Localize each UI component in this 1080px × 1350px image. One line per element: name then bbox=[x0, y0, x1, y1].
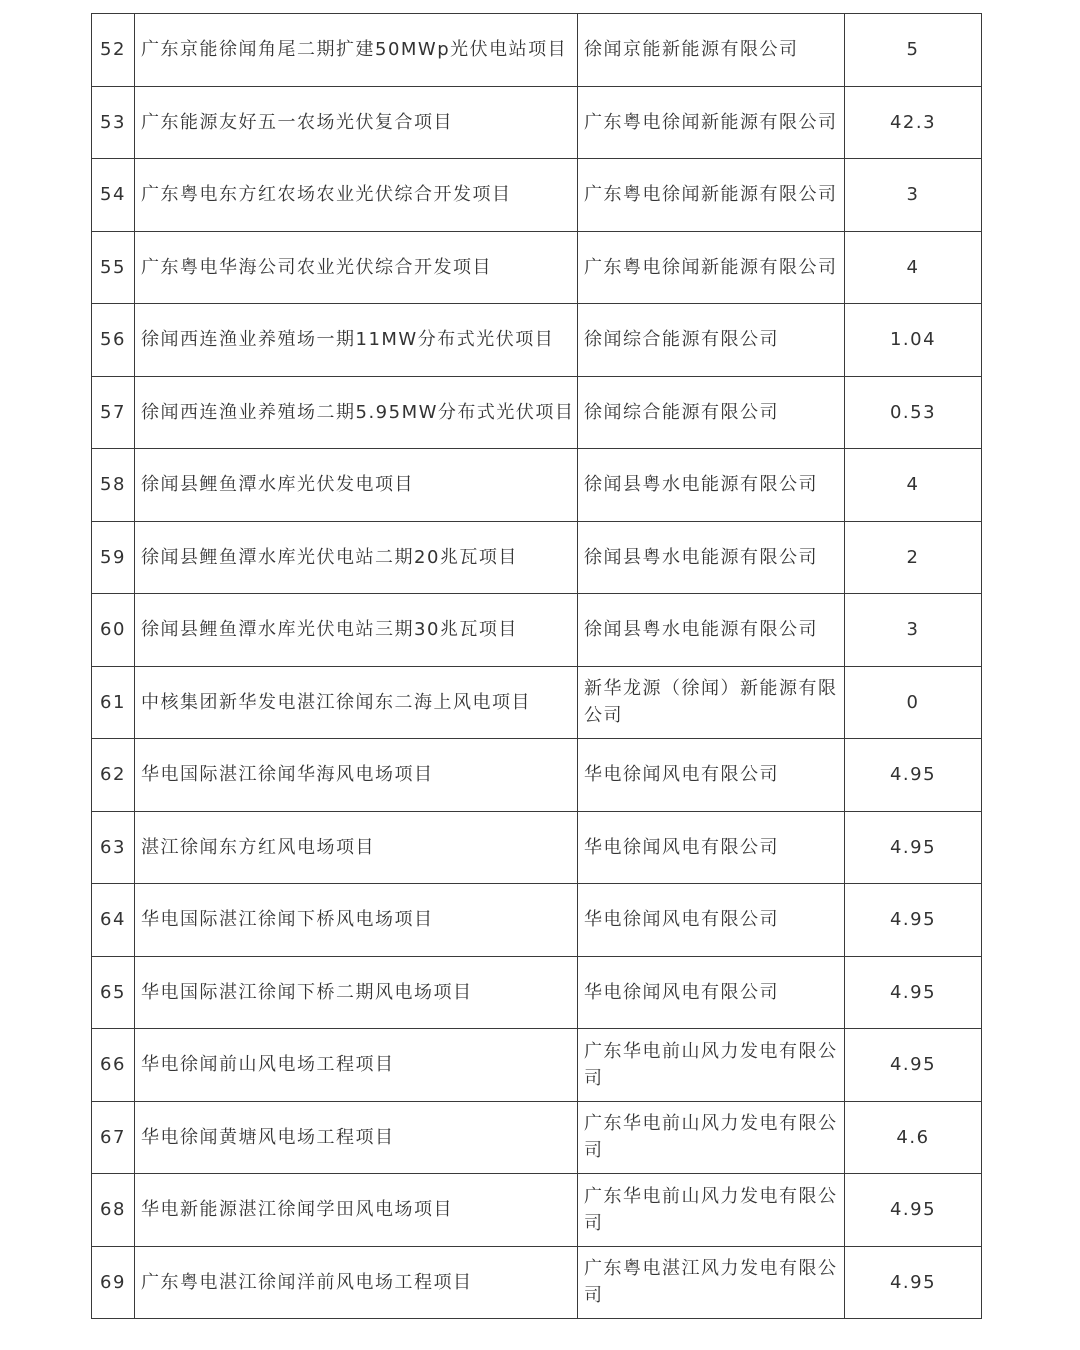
value-cell: 4.95 bbox=[845, 1029, 982, 1102]
project-table-body bbox=[92, 14, 982, 1319]
value-cell: 4.6 bbox=[845, 1101, 982, 1174]
company-name-cell: 华电徐闻风电有限公司 bbox=[578, 739, 845, 812]
row-number-cell: 62 bbox=[92, 739, 135, 812]
table-row bbox=[92, 884, 982, 957]
table-row bbox=[92, 594, 982, 667]
company-name-cell: 徐闻综合能源有限公司 bbox=[578, 376, 845, 449]
project-name-cell: 华电新能源湛江徐闻学田风电场项目 bbox=[135, 1174, 578, 1247]
table-row bbox=[92, 1246, 982, 1319]
table-row bbox=[92, 231, 982, 304]
value-cell: 4.95 bbox=[845, 811, 982, 884]
row-number-cell: 61 bbox=[92, 666, 135, 739]
project-name-cell: 徐闻西连渔业养殖场一期11MW分布式光伏项目 bbox=[135, 304, 578, 377]
value-cell: 1.04 bbox=[845, 304, 982, 377]
table-row bbox=[92, 1101, 982, 1174]
table-row bbox=[92, 1174, 982, 1247]
row-number-cell: 66 bbox=[92, 1029, 135, 1102]
row-number-cell: 53 bbox=[92, 86, 135, 159]
value-cell: 4.95 bbox=[845, 1246, 982, 1319]
company-name-cell: 广东华电前山风力发电有限公司 bbox=[578, 1101, 845, 1174]
row-number-cell: 56 bbox=[92, 304, 135, 377]
table-row bbox=[92, 449, 982, 522]
row-number-cell: 68 bbox=[92, 1174, 135, 1247]
project-name-cell: 广东粤电东方红农场农业光伏综合开发项目 bbox=[135, 159, 578, 232]
project-name-cell: 徐闻县鲤鱼潭水库光伏发电项目 bbox=[135, 449, 578, 522]
table-row bbox=[92, 811, 982, 884]
project-name-cell: 华电国际湛江徐闻下桥二期风电场项目 bbox=[135, 956, 578, 1029]
project-name-cell: 徐闻县鲤鱼潭水库光伏电站三期30兆瓦项目 bbox=[135, 594, 578, 667]
company-name-cell: 广东粤电湛江风力发电有限公司 bbox=[578, 1246, 845, 1319]
project-name-cell: 华电徐闻黄塘风电场工程项目 bbox=[135, 1101, 578, 1174]
table-row bbox=[92, 956, 982, 1029]
company-name-cell: 华电徐闻风电有限公司 bbox=[578, 811, 845, 884]
value-cell: 4.95 bbox=[845, 884, 982, 957]
company-name-cell: 徐闻县粤水电能源有限公司 bbox=[578, 449, 845, 522]
table-row bbox=[92, 86, 982, 159]
value-cell: 4 bbox=[845, 449, 982, 522]
project-name-cell: 徐闻西连渔业养殖场二期5.95MW分布式光伏项目 bbox=[135, 376, 578, 449]
value-cell: 4.95 bbox=[845, 956, 982, 1029]
company-name-cell: 华电徐闻风电有限公司 bbox=[578, 956, 845, 1029]
value-cell: 42.3 bbox=[845, 86, 982, 159]
row-number-cell: 63 bbox=[92, 811, 135, 884]
row-number-cell: 59 bbox=[92, 521, 135, 594]
value-cell: 5 bbox=[845, 14, 982, 87]
company-name-cell: 广东华电前山风力发电有限公司 bbox=[578, 1174, 845, 1247]
table-row bbox=[92, 14, 982, 87]
row-number-cell: 52 bbox=[92, 14, 135, 87]
row-number-cell: 54 bbox=[92, 159, 135, 232]
row-number-cell: 58 bbox=[92, 449, 135, 522]
value-cell: 2 bbox=[845, 521, 982, 594]
table-row bbox=[92, 739, 982, 812]
project-name-cell: 广东粤电华海公司农业光伏综合开发项目 bbox=[135, 231, 578, 304]
company-name-cell: 徐闻县粤水电能源有限公司 bbox=[578, 521, 845, 594]
project-name-cell: 中核集团新华发电湛江徐闻东二海上风电项目 bbox=[135, 666, 578, 739]
table-row bbox=[92, 521, 982, 594]
row-number-cell: 64 bbox=[92, 884, 135, 957]
project-table bbox=[91, 13, 982, 1319]
row-number-cell: 69 bbox=[92, 1246, 135, 1319]
value-cell: 3 bbox=[845, 594, 982, 667]
project-name-cell: 广东京能徐闻角尾二期扩建50MWp光伏电站项目 bbox=[135, 14, 578, 87]
company-name-cell: 广东华电前山风力发电有限公司 bbox=[578, 1029, 845, 1102]
table-row bbox=[92, 304, 982, 377]
company-name-cell: 广东粤电徐闻新能源有限公司 bbox=[578, 159, 845, 232]
project-name-cell: 徐闻县鲤鱼潭水库光伏电站二期20兆瓦项目 bbox=[135, 521, 578, 594]
row-number-cell: 57 bbox=[92, 376, 135, 449]
company-name-cell: 新华龙源（徐闻）新能源有限公司 bbox=[578, 666, 845, 739]
value-cell: 0 bbox=[845, 666, 982, 739]
row-number-cell: 55 bbox=[92, 231, 135, 304]
company-name-cell: 华电徐闻风电有限公司 bbox=[578, 884, 845, 957]
company-name-cell: 徐闻综合能源有限公司 bbox=[578, 304, 845, 377]
project-name-cell: 湛江徐闻东方红风电场项目 bbox=[135, 811, 578, 884]
project-name-cell: 华电徐闻前山风电场工程项目 bbox=[135, 1029, 578, 1102]
company-name-cell: 广东粤电徐闻新能源有限公司 bbox=[578, 86, 845, 159]
project-name-cell: 华电国际湛江徐闻下桥风电场项目 bbox=[135, 884, 578, 957]
value-cell: 4.95 bbox=[845, 1174, 982, 1247]
project-name-cell: 华电国际湛江徐闻华海风电场项目 bbox=[135, 739, 578, 812]
row-number-cell: 67 bbox=[92, 1101, 135, 1174]
company-name-cell: 徐闻县粤水电能源有限公司 bbox=[578, 594, 845, 667]
value-cell: 0.53 bbox=[845, 376, 982, 449]
value-cell: 4 bbox=[845, 231, 982, 304]
table-row bbox=[92, 376, 982, 449]
table-row bbox=[92, 666, 982, 739]
table-row bbox=[92, 159, 982, 232]
project-name-cell: 广东粤电湛江徐闻洋前风电场工程项目 bbox=[135, 1246, 578, 1319]
project-name-cell: 广东能源友好五一农场光伏复合项目 bbox=[135, 86, 578, 159]
company-name-cell: 广东粤电徐闻新能源有限公司 bbox=[578, 231, 845, 304]
row-number-cell: 60 bbox=[92, 594, 135, 667]
value-cell: 3 bbox=[845, 159, 982, 232]
table-row bbox=[92, 1029, 982, 1102]
company-name-cell: 徐闻京能新能源有限公司 bbox=[578, 14, 845, 87]
row-number-cell: 65 bbox=[92, 956, 135, 1029]
value-cell: 4.95 bbox=[845, 739, 982, 812]
